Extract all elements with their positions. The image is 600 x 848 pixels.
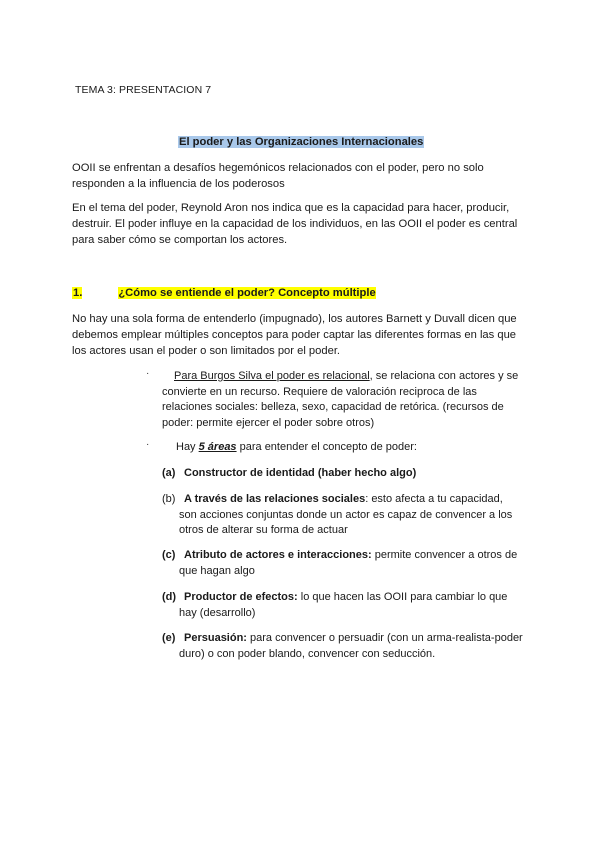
document-header: TEMA 3: PRESENTACION 7 [75, 84, 212, 96]
barnett-line-2: debemos emplear múltiples conceptos para poder captar las diferentes formas en las que [72, 328, 517, 341]
area-item-e [162, 631, 534, 662]
area-a-bold: Constructor de identidad (haber hecho algo) [184, 467, 417, 479]
bullet-relational [162, 369, 534, 431]
area-c-bold: Atributo de actores e interacciones: [184, 549, 372, 561]
areas-pre: Hay [176, 441, 199, 453]
area-label-e: (e) [162, 632, 176, 644]
area-b-bold: A través de las relaciones sociales [184, 493, 366, 505]
area-label-b: (b) [162, 493, 176, 505]
bullet-relational-line-3: relaciones sociales: belleza, sexo, capacidad de retórica. (recursos de [162, 401, 504, 413]
document-title: El poder y las Organizaciones Internacionales [179, 136, 424, 148]
aron-paragraph [72, 201, 532, 248]
burgos-rest: , se relaciona con actores y se [369, 370, 519, 382]
area-item-a [162, 466, 534, 482]
burgos-underlined: Para Burgos Silva el poder es relacional [174, 370, 370, 382]
area-b-rest: : esto afecta a tu capacidad, [365, 493, 503, 505]
barnett-paragraph [72, 312, 532, 359]
areas-post: para entender el concepto de poder: [236, 441, 417, 453]
area-label-a: (a) [162, 467, 176, 479]
bullet-areas [162, 440, 534, 456]
barnett-line-1: No hay una sola forma de entenderlo (impugnado), los autores Barnett y Duvall dicen que [72, 313, 517, 325]
bullet-relational-line-2: convierte en un recurso. Requiere de valoración reciproca de las [162, 385, 477, 398]
section-heading-text: ¿Cómo se entiende el poder? Concepto múltiple [118, 287, 376, 299]
aron-line-2: destruir. El poder influye en la capacidad de los individuos, en las OOII el poder es central [72, 217, 518, 230]
areas-emphasis: 5 áreas [198, 441, 237, 453]
area-item-d [162, 590, 534, 621]
area-e-rest: para convencer o persuadir (con un arma-realista-poder [246, 632, 523, 644]
aron-line-1: En el tema del poder, Reynold Aron nos indica que es la capacidad para hacer, producir, [72, 202, 510, 214]
bullet-relational-line-4: poder: permite ejercer el poder sobre otros) [162, 416, 375, 429]
area-e-line-2: duro) o con poder blando, convencer con seducción. [179, 647, 436, 660]
intro-line-1: OOII se enfrentan a desafíos hegemónicos relacionados con el poder, pero no solo [72, 162, 484, 174]
bullet-relational-line-1 [162, 369, 534, 385]
area-e-bold: Persuasión: [184, 632, 247, 644]
bullet-marker: · [146, 439, 150, 450]
area-d-bold: Productor de efectos: [184, 591, 298, 603]
section-number: 1. [73, 287, 83, 299]
intro-paragraph [72, 161, 532, 193]
area-item-b [162, 492, 534, 539]
section-heading [72, 287, 376, 299]
area-c-rest: permite convencer a otros de [371, 549, 518, 561]
intro-line-2: responden a la influencia de los poderosos [72, 177, 285, 190]
area-c-line-2: que hagan algo [179, 564, 255, 577]
bullet-marker: · [146, 368, 150, 379]
area-b-line-3: otros de alterar su forma de actuar [179, 524, 348, 536]
area-label-c: (c) [162, 549, 176, 561]
area-d-line-2: hay (desarrollo) [179, 606, 256, 619]
area-label-d: (d) [162, 591, 177, 603]
area-b-line-2: son acciones conjuntas donde un actor es capaz de convencer a los [179, 508, 513, 521]
area-item-c [162, 548, 534, 579]
aron-line-3: para saber cómo se comportan los actores. [72, 233, 288, 246]
area-d-rest: lo que hacen las OOII para cambiar lo que [297, 591, 508, 603]
barnett-line-3: los actores usan el poder o son limitados por el poder. [72, 344, 341, 357]
